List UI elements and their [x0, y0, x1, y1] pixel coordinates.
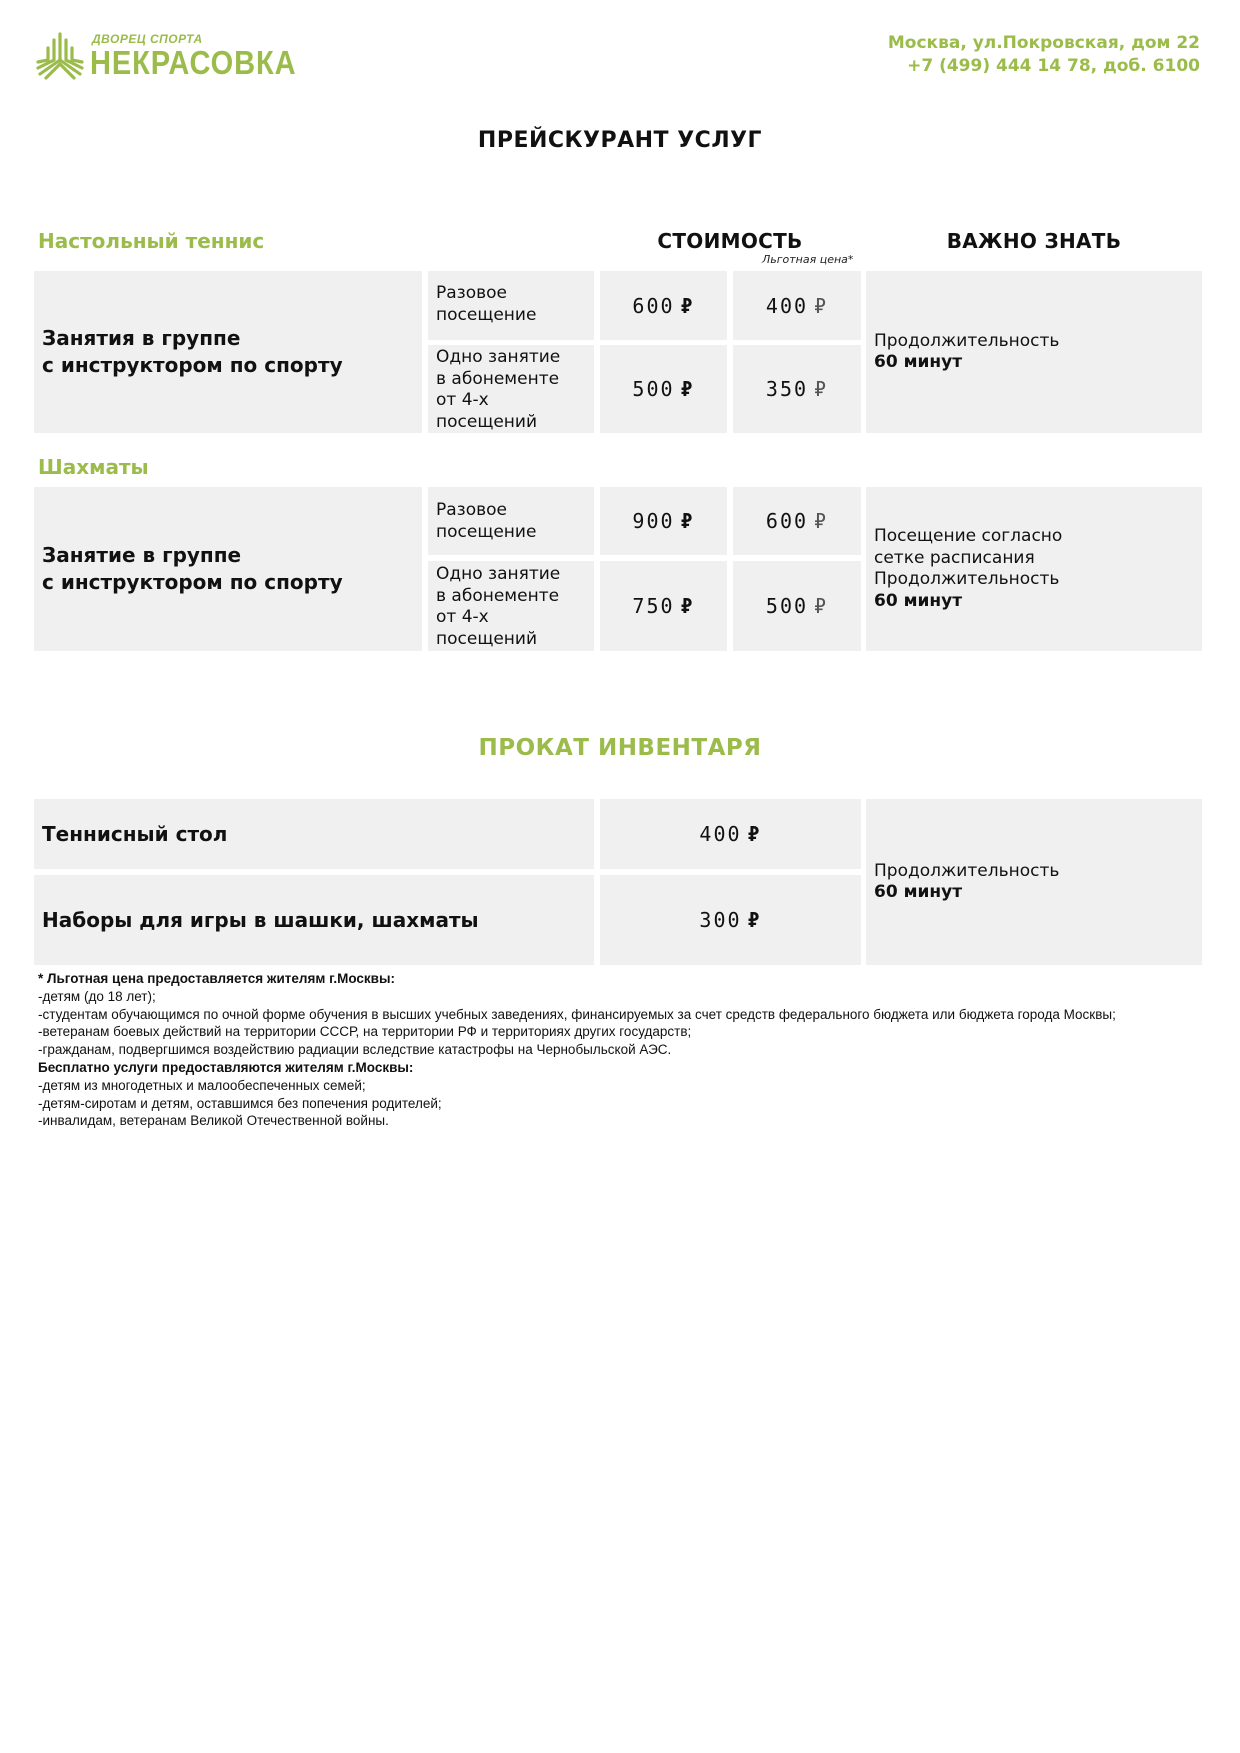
- info-text: Продолжительность: [874, 330, 1060, 351]
- info-text: Посещение согласно сетке расписания Продолжительность: [874, 526, 1063, 589]
- info-duration: 60 минут: [874, 590, 963, 611]
- price-chess-subscription: [600, 561, 727, 651]
- logo: [36, 30, 297, 85]
- price-value: 600: [632, 293, 675, 318]
- info-tennis: [866, 271, 1202, 433]
- rental-item-games: Наборы для игры в шашки, шахматы: [34, 875, 594, 965]
- discount-note: Льготная цена*: [762, 253, 854, 266]
- note-line: * Льготная цена предоставляется жителям г.Москвы:: [38, 971, 396, 986]
- section-title-tennis: Настольный теннис: [38, 229, 265, 253]
- option-single-tennis: Разовое посещение: [428, 271, 594, 340]
- ruble-icon: ₽: [747, 822, 762, 846]
- info-rental: [866, 799, 1202, 965]
- info-chess: [866, 487, 1202, 651]
- info-text: Продолжительность: [874, 860, 1060, 881]
- price-tennis-subscription: [600, 345, 727, 433]
- ruble-icon: ₽: [680, 293, 695, 318]
- discount-tennis-single: [733, 271, 861, 340]
- page-title: ПРЕЙСКУРАНТ УСЛУГ: [477, 128, 763, 153]
- ruble-icon: ₽: [680, 509, 695, 533]
- address: Москва, ул.Покровская, дом 22: [887, 33, 1200, 53]
- info-duration: 60 минут: [874, 882, 963, 902]
- ruble-icon: ₽: [680, 594, 695, 618]
- price-tennis-single: [600, 271, 727, 340]
- option-subscription-chess: Одно занятие в абонементе от 4-х посещений: [428, 561, 594, 651]
- logo-small-text: ДВОРЕЦ СПОРТА: [92, 32, 203, 46]
- note-line: Бесплатно услуги предоставляются жителям г.Москвы:: [38, 1059, 414, 1075]
- price-value: 500: [632, 377, 675, 401]
- logo-big-text: НЕКРАСОВКА: [90, 44, 297, 81]
- price-value: 300: [699, 908, 742, 932]
- price-value: 900: [632, 509, 675, 533]
- logo-mark-icon: [36, 30, 84, 82]
- price-value: 600: [765, 509, 809, 533]
- discount-chess-single: [733, 487, 861, 555]
- section-title-chess: Шахматы: [38, 455, 149, 479]
- phone: +7 (499) 444 14 78, доб. 6100: [907, 56, 1200, 76]
- price-value: 500: [765, 594, 809, 618]
- discount-tennis-subscription: [733, 345, 861, 433]
- service-chess: Занятие в группе с инструктором по спорту: [34, 487, 422, 651]
- ruble-icon: ₽: [814, 509, 829, 533]
- price-value: 350: [765, 377, 809, 401]
- ruble-icon: ₽: [814, 293, 829, 318]
- contacts: [888, 32, 1200, 78]
- ruble-icon: ₽: [814, 594, 829, 618]
- ruble-icon: ₽: [680, 377, 695, 401]
- price-value: 750: [632, 594, 675, 618]
- note-line: -детям (до 18 лет);: [38, 988, 156, 1004]
- note-line: -ветеранам боевых действий на территории СССР, на территории РФ и территориях других государств;: [38, 1024, 692, 1040]
- note-line: -детям-сиротам и детям, оставшимся без попечения родителей;: [38, 1095, 442, 1111]
- note-line: -детям из многодетных и малообеспеченных семей;: [38, 1077, 366, 1093]
- price-value: 400: [765, 293, 809, 318]
- ruble-icon: ₽: [747, 908, 762, 932]
- rental-item-tennis-table: Теннисный стол: [34, 799, 594, 869]
- service-tennis: Занятия в группе с инструктором по спорту: [34, 271, 422, 433]
- rental-title: ПРОКАТ ИНВЕНТАРЯ: [478, 735, 762, 761]
- ruble-icon: ₽: [814, 377, 829, 401]
- option-subscription-tennis: Одно занятие в абонементе от 4-х посещений: [428, 345, 594, 433]
- rental-price-tennis-table: [600, 799, 861, 869]
- cost-column-header: СТОИМОСТЬ: [657, 229, 803, 253]
- discount-chess-subscription: [733, 561, 861, 651]
- price-chess-single: [600, 487, 727, 555]
- option-single-chess: Разовое посещение: [428, 487, 594, 555]
- footnotes: [38, 970, 1208, 1130]
- note-line: -гражданам, подвергшимся воздействию радиации вследствие катастрофы на Чернобыльской АЭС.: [38, 1042, 672, 1058]
- note-line: -инвалидам, ветеранам Великой Отечественной войны.: [38, 1113, 389, 1129]
- info-duration: 60 минут: [874, 352, 963, 372]
- note-line: -студентам обучающимся по очной форме обучения в высших учебных заведениях, финансируемых за счет средств федерального бюджета или бюджета города Москвы;: [38, 1006, 1116, 1022]
- important-column-header: ВАЖНО ЗНАТЬ: [946, 229, 1122, 253]
- price-value: 400: [699, 822, 742, 846]
- rental-price-games: [600, 875, 861, 965]
